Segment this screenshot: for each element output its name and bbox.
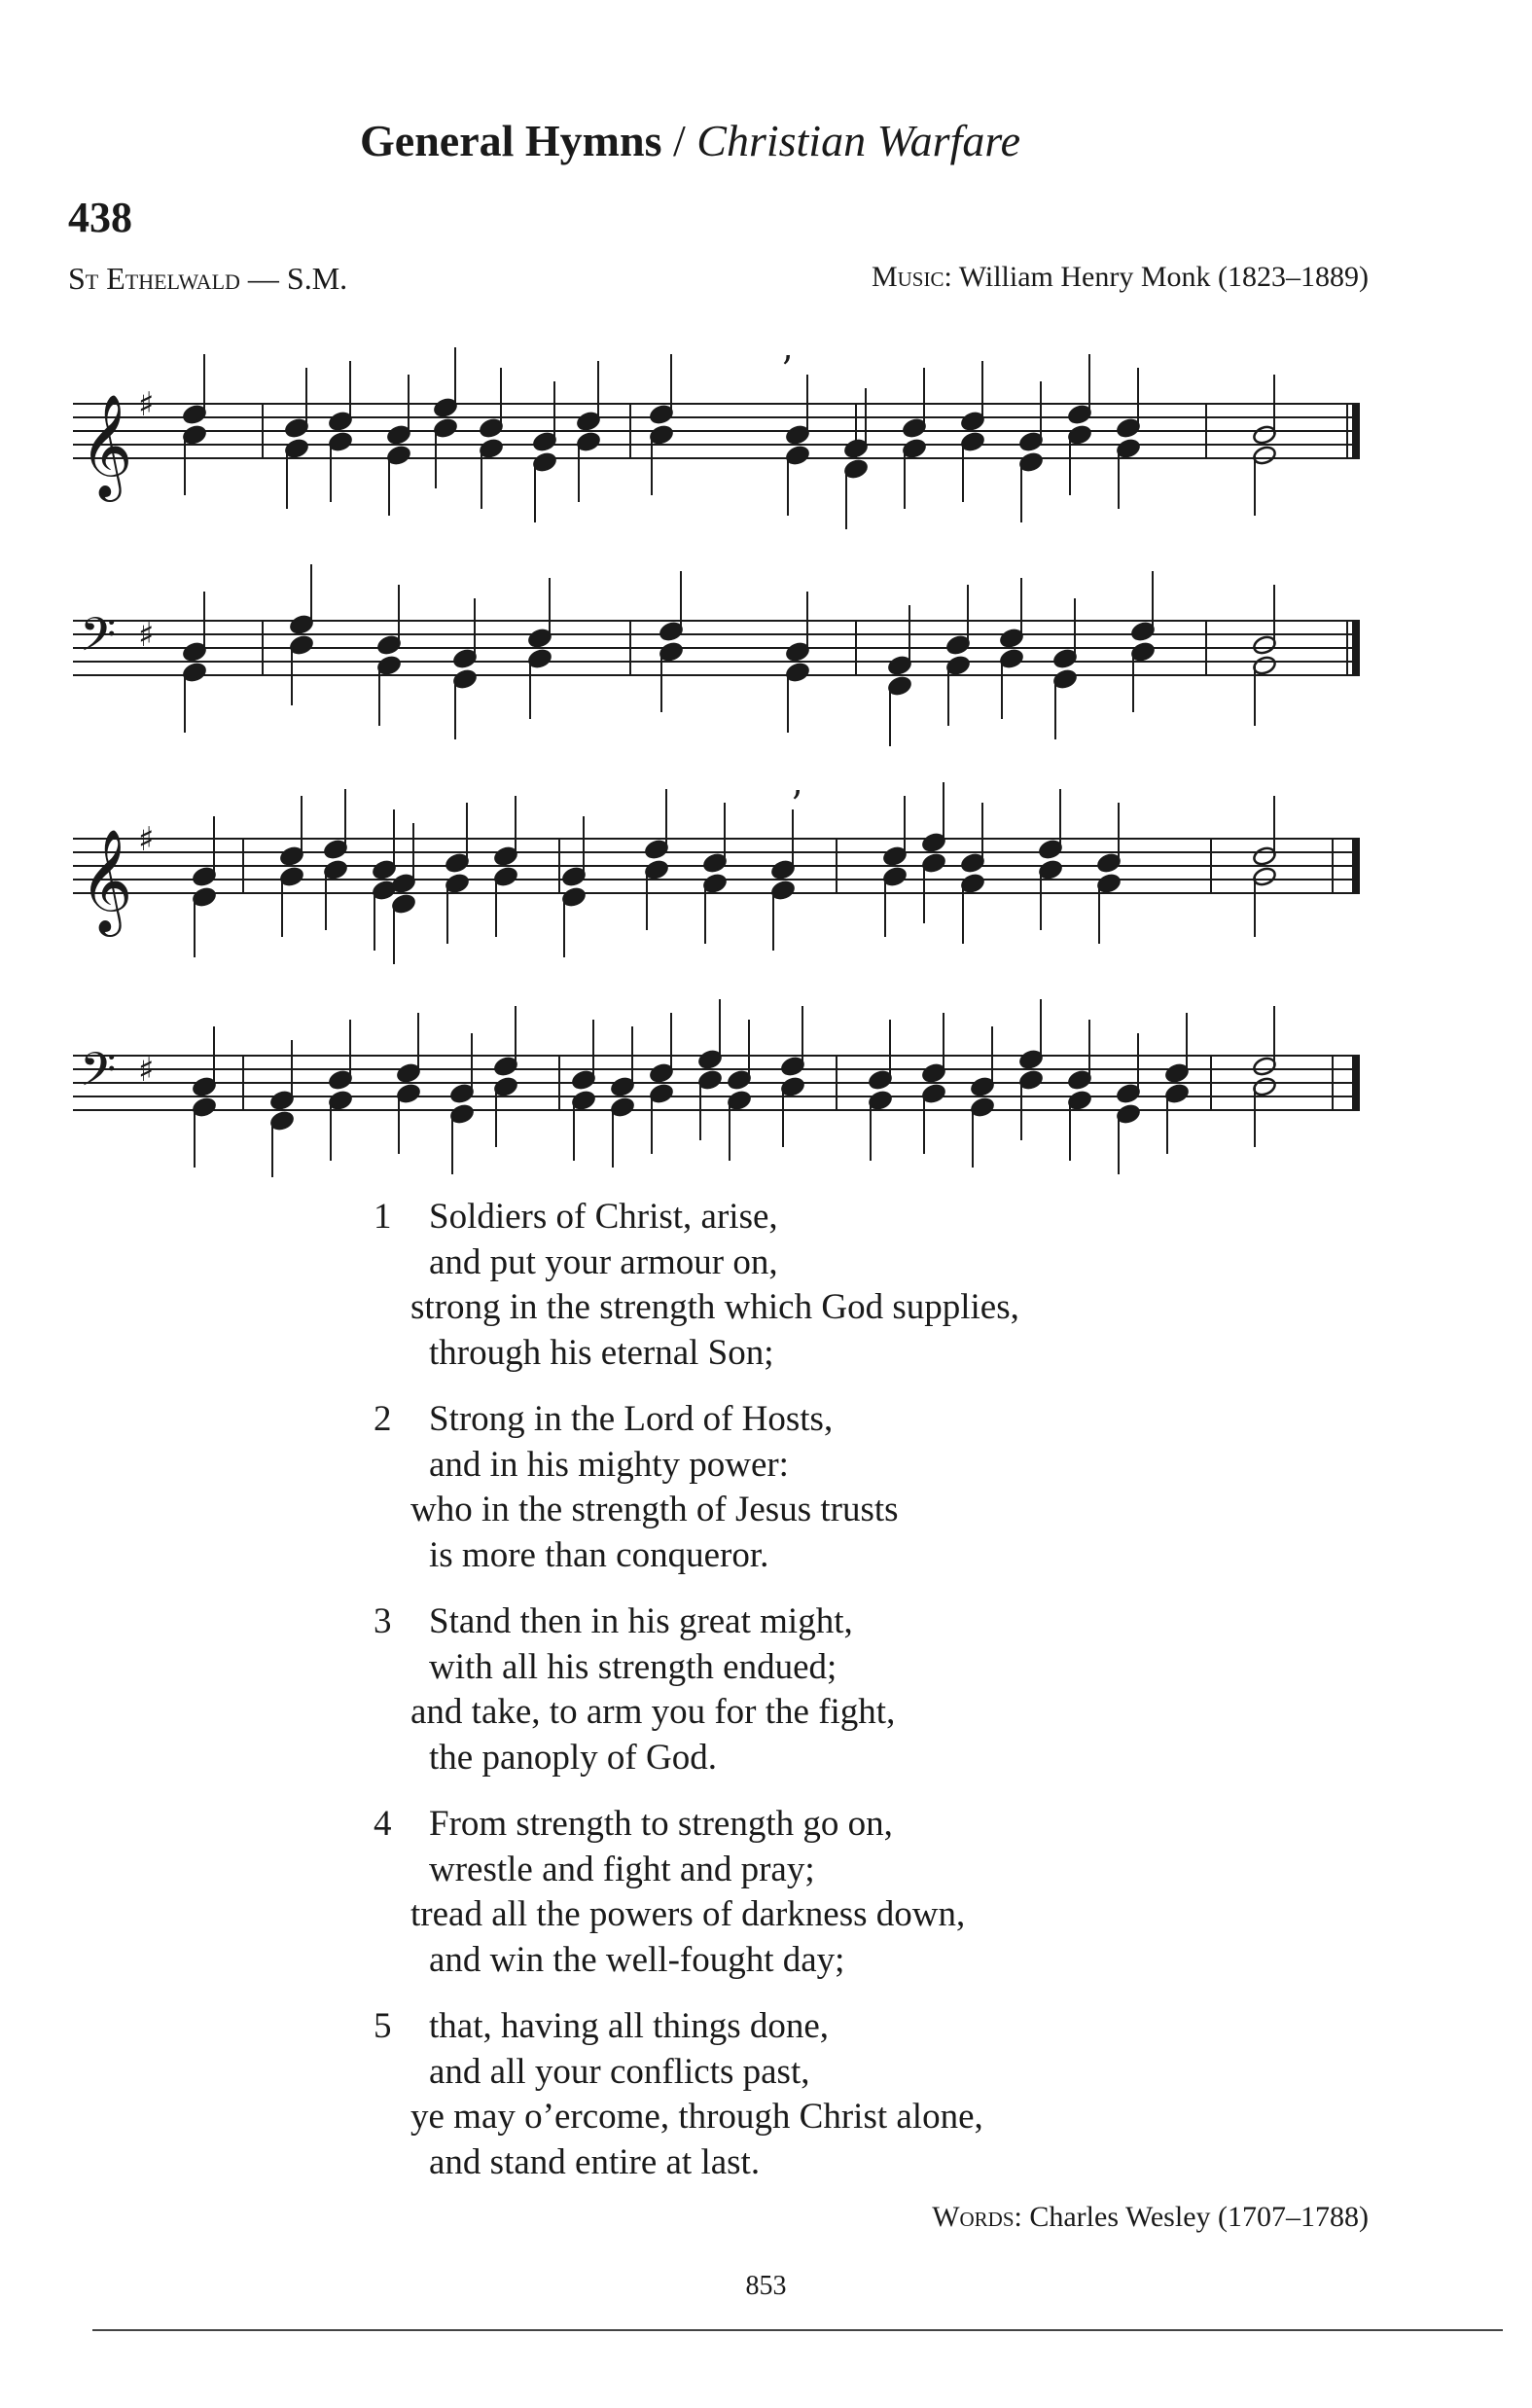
verse-line: tread all the powers of darkness down, [410,1894,966,1934]
score-svg [0,0,1532,1177]
music-credit: William Henry Monk (1823–1889) [951,261,1369,293]
verse-line: and put your armour on, [429,1241,778,1282]
verse-line: Soldiers of Christ, arise, [429,1197,778,1237]
hymn-number: 438 [68,194,132,241]
verse-number: 2 [374,1399,392,1439]
page-number: 853 [745,2271,787,2301]
treble-clef-icon: 𝄞 [80,393,133,497]
verse-3 [374,1599,1019,1780]
verse-line: and stand entire at last. [429,2141,761,2182]
final-barline-icon [1352,1056,1360,1110]
footer-rule [92,2329,1503,2331]
verses [374,1195,1019,2207]
verse-1 [374,1195,1019,1376]
verse-line: and all your conflicts past, [429,2051,810,2092]
verse-4 [374,1802,1019,1983]
verse-line: strong in the strength which God supplies, [410,1287,1019,1327]
final-barline-icon [1352,404,1360,458]
verse-line: From strength to strength go on, [429,1804,893,1844]
music-label: Music: [871,261,952,293]
tune-name: St Ethelwald [68,261,240,296]
verse-line: ye may o’ercome, through Christ alone, [410,2097,983,2137]
verse-line: that, having all things done, [429,2006,830,2046]
final-barline-icon [1352,621,1360,675]
section-title: General Hymns [360,116,662,165]
verse-line: is more than conqueror. [429,1534,769,1575]
breath-mark-icon: ’ [791,783,803,826]
verse-line: who in the strength of Jesus trusts [410,1490,899,1529]
words-label: Words: [932,2201,1022,2233]
verse-line: and take, to arm you for the fight, [410,1692,896,1732]
verse-line: and win the well-fought day; [429,1939,845,1980]
words-credit: Charles Wesley (1707–1788) [1021,2201,1369,2233]
bass-clef-icon: 𝄢 [80,607,117,673]
subsection-title: Christian Warfare [696,116,1020,165]
verse-2 [374,1397,1019,1578]
treble-clef-icon: 𝄞 [80,828,133,932]
sharp-icon: ♯ [138,1051,155,1090]
meter: S.M. [286,261,348,296]
breath-mark-icon: ’ [781,348,794,391]
verse-line: Stand then in his great might, [429,1601,853,1641]
verse-5 [374,2004,1019,2185]
sharp-icon: ♯ [138,385,155,424]
music-score [0,0,1532,1177]
verse-line: and in his mighty power: [429,1444,789,1485]
bass-clef-icon: 𝄢 [80,1042,117,1108]
words-credit-line [932,2201,1369,2234]
verse-number: 5 [374,2006,392,2046]
verse-line: with all his strength endued; [429,1646,837,1687]
sharp-icon: ♯ [138,820,155,859]
final-barline-icon [1352,839,1360,893]
heading-separator: / [661,116,697,165]
tune-dash: — [239,261,287,296]
verse-line: wrestle and fight and pray; [429,1849,815,1889]
sharp-icon: ♯ [138,616,155,655]
verse-line: the panoply of God. [429,1737,717,1778]
verse-line: through his eternal Son; [429,1332,774,1373]
verse-number: 1 [374,1197,392,1237]
verse-number: 3 [374,1601,392,1641]
verse-number: 4 [374,1804,392,1844]
verse-line: Strong in the Lord of Hosts, [429,1399,834,1439]
